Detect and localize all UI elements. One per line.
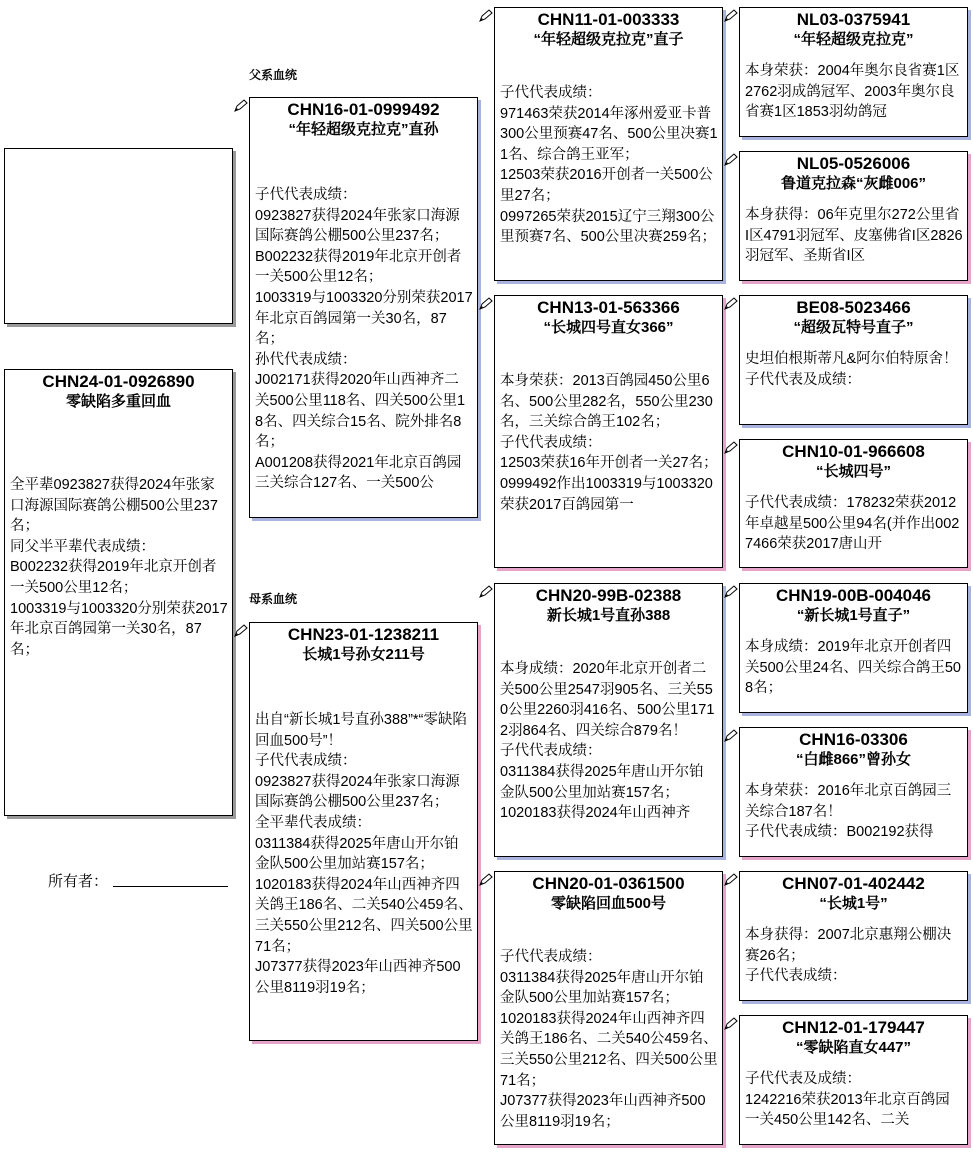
dam-dam-ring-number: CHN20-01-0361500 [532, 874, 685, 893]
pencil-edit-icon[interactable] [724, 153, 738, 167]
sire-sire-sire-card [739, 7, 968, 137]
sire-dam-sire-card [739, 295, 968, 425]
pencil-edit-icon[interactable] [724, 873, 738, 887]
ddd-ring-number: CHN12-01-179447 [782, 1018, 925, 1037]
dam-dam-sire-card [739, 871, 968, 1001]
dam-sire-name: 新长城1号直孙388 [546, 607, 671, 624]
ssd-name: 鲁道克拉森“灰雌006” [780, 175, 927, 192]
pigeon-photo-frame [4, 148, 233, 324]
pencil-edit-icon[interactable] [479, 585, 493, 599]
sds-performance: 史坦伯根斯蒂凡&阿尔伯特原舍！ 子代代表及成绩： [745, 351, 958, 388]
dam-dam-name: 零缺陷回血500号 [550, 895, 667, 912]
dam-sire-dam-card [739, 727, 968, 857]
dam-dam-performance: 子代代表成绩： 0311384获得2025年唐山开尔铂金队500公里加站赛157名； 1020183获得2024年山西神齐四关鸽王186名、二关540公459名、三关550公里212名、四关500公里71名； J07377获得2023年山西神齐500公里8119羽19名； [500, 949, 718, 1130]
ssd-performance: 本身获得：06年克里尔272公里省I区4791羽冠军、皮塞佛省I区2826羽冠军、圣斯省I区 [745, 207, 963, 265]
paternal-line-label: 父系血统 [249, 68, 298, 82]
sire-dam-card [494, 295, 723, 568]
sire-sire-ring-number: CHN11-01-003333 [537, 10, 680, 29]
pencil-edit-icon[interactable] [724, 9, 738, 23]
dam-sire-performance: 本身成绩：2020年北京开创者二关500公里2547羽905名、三关550公里2260羽416名、500公里1712羽864名、四关综合879名！ 子代代表成绩： 0311384获得2025年唐山开尔铂金队500公里加站赛157名； 1020183获得2024年山西神齐 [500, 661, 715, 822]
dam-dam-card [494, 871, 723, 1145]
sss-performance: 本身荣获：2004年奥尔良省赛1区2762羽成鸽冠军、2003年奥尔良省赛1区1853羽幼鸽冠 [745, 63, 960, 121]
sire-dam-dam-card [739, 439, 968, 568]
ssd-ring-number: NL05-0526006 [796, 154, 911, 173]
sire-dam-ring-number: CHN13-01-563366 [537, 298, 680, 317]
owner-field[interactable] [113, 886, 228, 887]
pencil-edit-icon[interactable] [234, 99, 248, 113]
dds-performance: 本身获得：2007北京惠翔公棚决赛26名； 子代代表成绩： [745, 927, 952, 985]
pencil-edit-icon[interactable] [479, 9, 493, 23]
pencil-edit-icon[interactable] [479, 873, 493, 887]
dam-card [249, 622, 478, 1041]
sire-sire-performance: 子代代表成绩： 971463荣获2014年涿州爱亚卡普300公里预赛47名、500公里决赛11名、综合鸽王亚军； 12503荣获2016开创者一关500公里27名； 0997265荣获2015辽宁三翔300公里预赛7名、500公里决赛259名； [500, 85, 718, 246]
ddd-name: “零缺陷直女447” [795, 1039, 912, 1056]
pencil-edit-icon[interactable] [234, 624, 248, 638]
sds-ring-number: BE08-5023466 [796, 298, 911, 317]
dds-ring-number: CHN07-01-402442 [782, 874, 925, 893]
sire-ring-number: CHN16-01-0999492 [287, 100, 440, 119]
dss-name: “新长城1号直子” [796, 607, 911, 624]
sss-ring-number: NL03-0375941 [796, 10, 911, 29]
sire-sire-name: “年轻超级克拉克”直子 [533, 31, 684, 48]
sss-name: “年轻超级克拉克” [793, 31, 914, 48]
ddd-performance: 子代代表及成绩： 1242216荣获2013年北京百鸽园一关450公里142名、二关 [745, 1071, 950, 1129]
subject-performance: 全平辈0923827获得2024年张家口海源国际赛鸽公棚500公里237名； 同父半平辈代表成绩： B002232获得2019年北京开创者一关500公里12名； 1003319与1003320分别荣获2017年北京百鸽园第一关30名，87名； [10, 477, 228, 658]
pencil-edit-icon[interactable] [724, 729, 738, 743]
dam-performance: 出自“新长城1号直孙388”*“零缺陷回血500号”！ 子代代表成绩： 0923827获得2024年张家口海源国际赛鸽公棚500公里237名； 全平辈代表成绩： 0311384获得2025年唐山开尔铂金队500公里加站赛157名； 1020183获得2024年山西神齐四关鸽王186名、二关540公459名、三关550公里212名、四关500公里71名； J07377获得2023年山西神齐500公里8119羽19名； [255, 712, 473, 996]
dam-ring-number: CHN23-01-1238211 [287, 625, 440, 644]
dam-sire-ring-number: CHN20-99B-02388 [535, 586, 682, 605]
sire-dam-name: “长城四号直女366” [543, 319, 674, 336]
dds-name: “长城1号” [819, 895, 888, 912]
sire-dam-performance: 本身荣获：2013百鸽园450公里6名、500公里282名，550公里230名，三关综合鸽王102名； 子代代表成绩： 12503荣获16年开创者一关27名； 0999492作出1003319与1003320荣获2017百鸽园第一 [500, 373, 718, 513]
pencil-edit-icon[interactable] [724, 297, 738, 311]
dsd-performance: 本身荣获：2016年北京百鸽园三关综合187名！ 子代代表成绩：B002192获得 [745, 783, 952, 841]
pencil-edit-icon[interactable] [724, 441, 738, 455]
subject-card [4, 369, 233, 816]
pencil-edit-icon[interactable] [479, 297, 493, 311]
subject-name: 零缺陷多重回血 [65, 393, 171, 410]
pencil-edit-icon[interactable] [724, 585, 738, 599]
sire-sire-dam-card [739, 151, 968, 281]
dam-dam-dam-card [739, 1015, 968, 1145]
sire-performance: 子代代表成绩： 0923827获得2024年张家口海源国际赛鸽公棚500公里237名； B002232获得2019年北京开创者一关500公里12名； 1003319与1003320分别荣获2017年北京百鸽园第一关30名，87名； 孙代代表成绩： J002171获得2020年山西神齐二关500公里118名、四关500公里18名、四关综合15名、院外排名8名； A001208获得2021年北京百鸽园三关综合127名、一关500公 [255, 187, 473, 492]
sds-name: “超级瓦特号直子” [793, 319, 914, 336]
dss-ring-number: CHN19-00B-004046 [776, 586, 931, 605]
sire-sire-card [494, 7, 723, 281]
dam-name: 长城1号孙女211号 [302, 646, 425, 663]
maternal-line-label: 母系血统 [249, 592, 298, 606]
dam-sire-sire-card [739, 583, 968, 713]
sdd-name: “长城四号” [815, 463, 891, 480]
sire-card [249, 97, 478, 518]
sdd-ring-number: CHN10-01-966608 [782, 442, 925, 461]
dsd-ring-number: CHN16-03306 [799, 730, 908, 749]
dss-performance: 本身成绩：2019年北京开创者四关500公里24名、四关综合鸽王508名； [745, 639, 961, 697]
subject-ring-number: CHN24-01-0926890 [42, 372, 195, 391]
owner-label: 所有者： [48, 873, 109, 890]
pencil-edit-icon[interactable] [724, 1017, 738, 1031]
sire-name: “年轻超级克拉克”直孙 [288, 121, 439, 138]
dam-sire-card [494, 583, 723, 857]
sdd-performance: 子代代表成绩：178232荣获2012年卓越星500公里94名(并作出0027466荣获2017唐山开 [745, 495, 960, 553]
dsd-name: “白雌866”曾孙女 [795, 751, 912, 768]
